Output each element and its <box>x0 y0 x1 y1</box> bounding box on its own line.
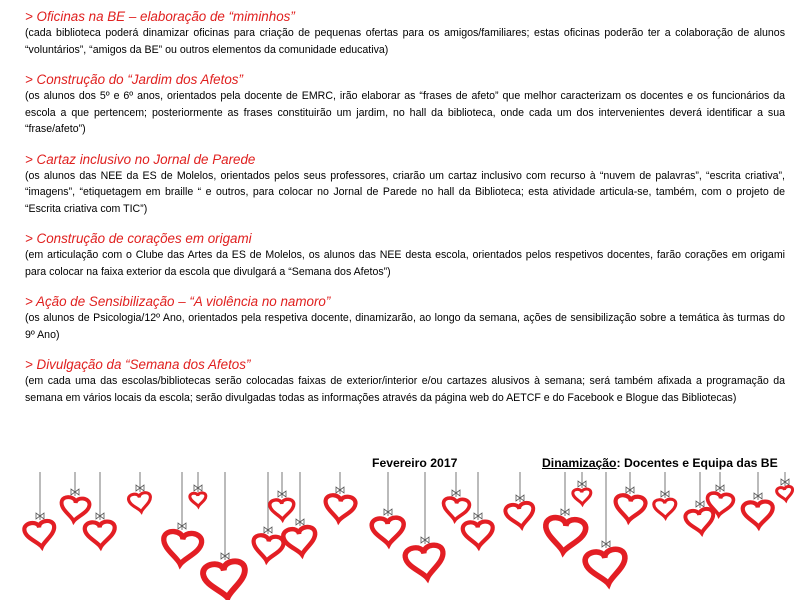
section-text: (os alunos das NEE da ES de Molelos, orientados pelos seus professores, criarão um cartaz inclusivo com recurso à “nuvem de palavras”, “escrita criativa”, “imagens”, “etiquetagem em braille “ e outros, para colocar no Jornal de Parede no hall da Biblioteca; esta atividade articula-se, também, com o projeto de “Escrita criativa com TIC”) <box>25 169 785 215</box>
footer-date: Fevereiro 2017 <box>372 456 458 470</box>
section-title: > Oficinas na BE – elaboração de “miminhos” <box>25 9 295 24</box>
heart-ornament <box>190 472 207 507</box>
heart-ornament <box>573 472 592 505</box>
heart-shape <box>161 531 202 567</box>
heart-ornament <box>371 472 404 546</box>
heart-shape <box>202 560 248 600</box>
heart-ornament <box>60 472 90 523</box>
heart-ornament <box>654 472 677 518</box>
hanging-hearts-decoration <box>0 472 810 600</box>
section-divulgacao <box>25 356 785 406</box>
heart-shape <box>462 521 493 548</box>
section-text: (os alunos dos 5º e 6º anos, orientados pela docente de EMRC, irão elaborar as “frases de afeto” que melhor caracterizam os docentes e os funcionários da escola a que pertencem; posteriormente as frases constituirão um jardim, no hall da biblioteca, onde cada um dos intervenientes deverá identificar a sua “frase/afeto”) <box>25 90 785 135</box>
heart-ornament <box>442 472 470 522</box>
section-cartaz <box>25 151 785 218</box>
heart-ornament <box>24 472 57 549</box>
heart-ornament <box>324 472 356 522</box>
section-title: > Divulgação da “Semana dos Afetos” <box>25 357 251 372</box>
heart-ornament <box>202 472 248 600</box>
heart-shape <box>614 494 646 522</box>
heart-shape <box>371 517 404 545</box>
heart-shape <box>573 489 592 505</box>
heart-ornament <box>776 472 794 501</box>
section-title: > Construção do “Jardim dos Afetos” <box>25 72 243 87</box>
credit-label: Dinamização <box>542 456 617 470</box>
document-body <box>25 8 785 419</box>
heart-shape <box>584 548 628 587</box>
heart-ornament <box>505 472 536 529</box>
heart-shape <box>324 494 356 522</box>
section-jardim <box>25 71 785 138</box>
heart-shape <box>190 493 207 507</box>
heart-shape <box>685 508 716 535</box>
section-title: > Construção de corações em origami <box>25 231 252 246</box>
heart-shape <box>24 520 57 549</box>
heart-shape <box>84 521 115 548</box>
heart-shape <box>404 544 446 581</box>
section-title: > Ação de Sensibilização – “A violência no namoro” <box>25 294 331 309</box>
heart-ornament <box>614 472 646 522</box>
heart-shape <box>252 534 284 562</box>
heart-shape <box>282 526 317 557</box>
section-origami <box>25 230 785 280</box>
section-sensibilizacao <box>25 293 785 343</box>
section-oficinas <box>25 8 785 58</box>
heart-shape <box>270 499 295 520</box>
heart-ornament <box>404 472 446 581</box>
section-title: > Cartaz inclusivo no Jornal de Parede <box>25 151 256 167</box>
heart-shape <box>60 496 90 522</box>
section-text: (cada biblioteca poderá dinamizar oficinas para criação de pequenas ofertas para os amigos/familiares; estas oficinas poderão ter a colaboração de alunos “voluntários”, “amigos da BE” ou outros elementos da comunidade educativa) <box>25 27 785 56</box>
credit-text: : Docentes e Equipa das BE <box>616 456 778 470</box>
heart-ornament <box>128 472 152 513</box>
heart-ornament <box>270 472 295 520</box>
heart-ornament <box>161 472 202 566</box>
heart-shape <box>654 499 677 518</box>
footer-credit <box>542 456 778 470</box>
section-text: (os alunos de Psicologia/12º Ano, orientados pela respetiva docente, dinamizarão, ao longo da semana, ações de sensibilização sobre a temática às turmas do 9º Ano) <box>25 312 785 341</box>
section-text: (em articulação com o Clube das Artes da ES de Molelos, os alunos das NEE desta escola, orientados pelos respetivos docentes, farão corações em origami para colocar na faixa exterior da escola que divulgará a “Semana dos Afetos”) <box>25 249 785 278</box>
heart-shape <box>442 497 470 521</box>
heart-shape <box>776 486 794 501</box>
heart-shape <box>128 492 152 513</box>
heart-ornament <box>543 472 586 554</box>
heart-ornament <box>742 472 773 528</box>
section-text: (em cada uma das escolas/bibliotecas serão colocadas faixas de exterior/interior e/ou cartazes alusivos à semana; será também afixada a programação da semana em vários locais da escola; serão divulgadas todas as informações através da página web do AETCF e do Facebook e Blogue das Bibliotecas) <box>25 375 785 404</box>
heart-shape <box>543 517 586 554</box>
heart-shape <box>505 502 536 529</box>
heart-shape <box>742 501 773 528</box>
